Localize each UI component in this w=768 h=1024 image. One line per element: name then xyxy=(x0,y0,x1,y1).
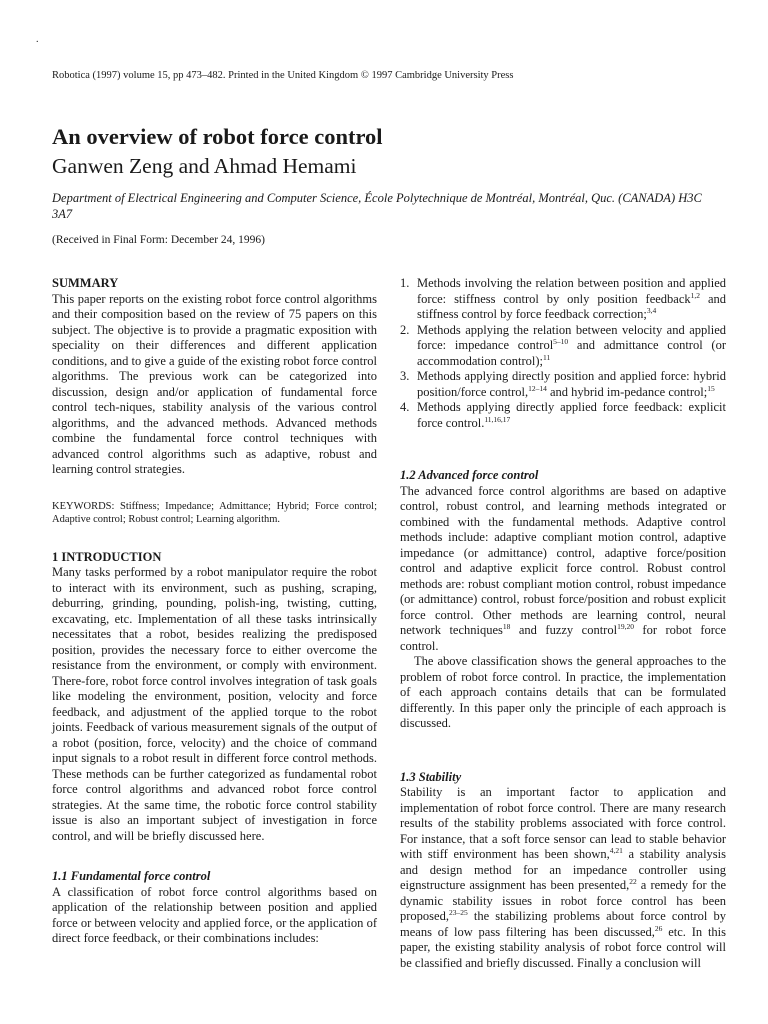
list-item: 1. Methods involving the relation between position and applied force: stiffness control by only position feedback$^{1,2}$ and stiffness control by force feedback correction;$^{3,4}$ xyxy=(400,276,726,321)
keywords: KEYWORDS: Stiffness; Impedance; Admittance; Hybrid; Force control; Adaptive control; Robust control; Learning algorithm. xyxy=(52,500,377,525)
paper-authors: Ganwen Zeng and Ahmad Hemami xyxy=(52,154,357,178)
fundamental-text: A classification of robot force control algorithms based on application of the relationship between position and applied force or between velocity and applied force, or the application of direct force feedback, or their combinations includes: xyxy=(52,884,377,945)
corner-mark: . xyxy=(36,34,39,45)
received-date: (Received in Final Form: December 24, 1996) xyxy=(52,234,266,246)
fundamental-heading: 1.1 Fundamental force control xyxy=(52,869,211,883)
right-column xyxy=(400,276,726,971)
summary-heading: SUMMARY xyxy=(52,276,119,290)
paper-title: An overview of robot force control xyxy=(52,124,383,149)
advanced-paragraph-2: The above classification shows the general approaches to the problem of robot force control. In practice, the implementation of each approach contains details that can be formulated differently. In this paper only the principle of each approach is discussed. xyxy=(400,654,726,730)
introduction-text: Many tasks performed by a robot manipulator require the robot to interact with its environment, such as pushing, scraping, deburring, grinding, pounding, polish-ing, twisting, cutting, excavating, etc. Implementation of all these tasks intrinsically necessitates that a robot, besides realizing the predisposed position, provides the necessary force to either overcome the resistance from the environment, or comply with environment. There-fore, robot force control involves integration of task goals like modeling the environment, position, velocity and force feedback, and adjustment of the applied torque to the robot joints. Feedback of various measurement signals of the output of a robot (position, force, velocity) and the choice of command input signals to a robot result in different force control methods. These methods can be further categorized as fundamental robot force control algorithms and advanced robot force control strategies. At the same time, the robotic force control stability issue is also an important subject of investigation in force control, and will be briefly discussed here. xyxy=(52,565,377,843)
methods-list xyxy=(400,276,726,431)
list-item: 3. Methods applying directly position and applied force: hybrid position/force control,$^{12-14}$ and hybrid im-pedance control;$^{15}$ xyxy=(400,369,726,399)
stability-heading: 1.3 Stability xyxy=(400,769,462,784)
list-item: 4. Methods applying directly applied force feedback: explicit force control.$^{11,16,17}$ xyxy=(400,400,726,430)
introduction-heading: 1 INTRODUCTION xyxy=(52,549,162,564)
advanced-heading: 1.2 Advanced force control xyxy=(400,468,539,482)
left-column xyxy=(52,276,377,947)
summary-text: This paper reports on the existing robot force control algorithms and their composition based on the review of 75 papers on this subject. The objective is to provide a pragmatic exposition with speciality on their differences and different application conditions, and to give a guide of the existing robot force control algorithms. The previous work can be categorized into discussion, design and/or application of fundamental force control tech-niques, stability analysis of the various control algorithms, and the advanced methods. Advanced methods combine the fundamental force control techniques with advanced control algorithms such as adaptive, robust and learning control strategies. xyxy=(52,291,377,476)
advanced-paragraph-1: The advanced force control algorithms are based on adaptive control, robust control, and learning methods integrated or combined with the fundamental methods. Adaptive control methods include: adaptive compliant motion control, adaptive impedance (or admittance) control, adaptive force/position control and adaptive explicit force control. Robust control methods are: robust compliant motion control, robust impedance (or admittance) control, robust force/position and robust explicit force control. Other methods are learning control, neural network techniques$^{18}$ and fuzzy control$^{19,20}$ for robot force control. xyxy=(400,483,727,653)
stability-text: Stability is an important factor to application and implementation of robot force control. There are many research results of the stability problems associated with force control. For instance, that a soft force sensor can lead to stable behavior with stiff environment has been shown,$^{4,21}$ a stability analysis and design method for an impedance controller using eignstructure assignment has been presented,$^{22}$ a remedy for the dynamic stability issues in robot force control has been proposed,$^{23-25}$ the stabilizing problems about force control by means of low pass filtering has been discussed,$^{26}$ etc. In this paper, the existing stability analysis of robot force control will be classified and briefly discussed. Finally a conclusion will xyxy=(400,785,726,970)
list-item: 2. Methods applying the relation between velocity and applied force: impedance control$^{5-10}$ and admittance control (or accommodation control);$^{11}$ xyxy=(400,322,726,368)
author-affiliation: Department of Electrical Engineering and Computer Science, École Polytechnique de Montréal, Montréal, Quc. (CANADA) H3C 3A7 xyxy=(52,191,702,221)
journal-citation: Robotica (1997) volume 15, pp 473–482. Printed in the United Kingdom © 1997 Cambridge University Press xyxy=(52,70,514,81)
